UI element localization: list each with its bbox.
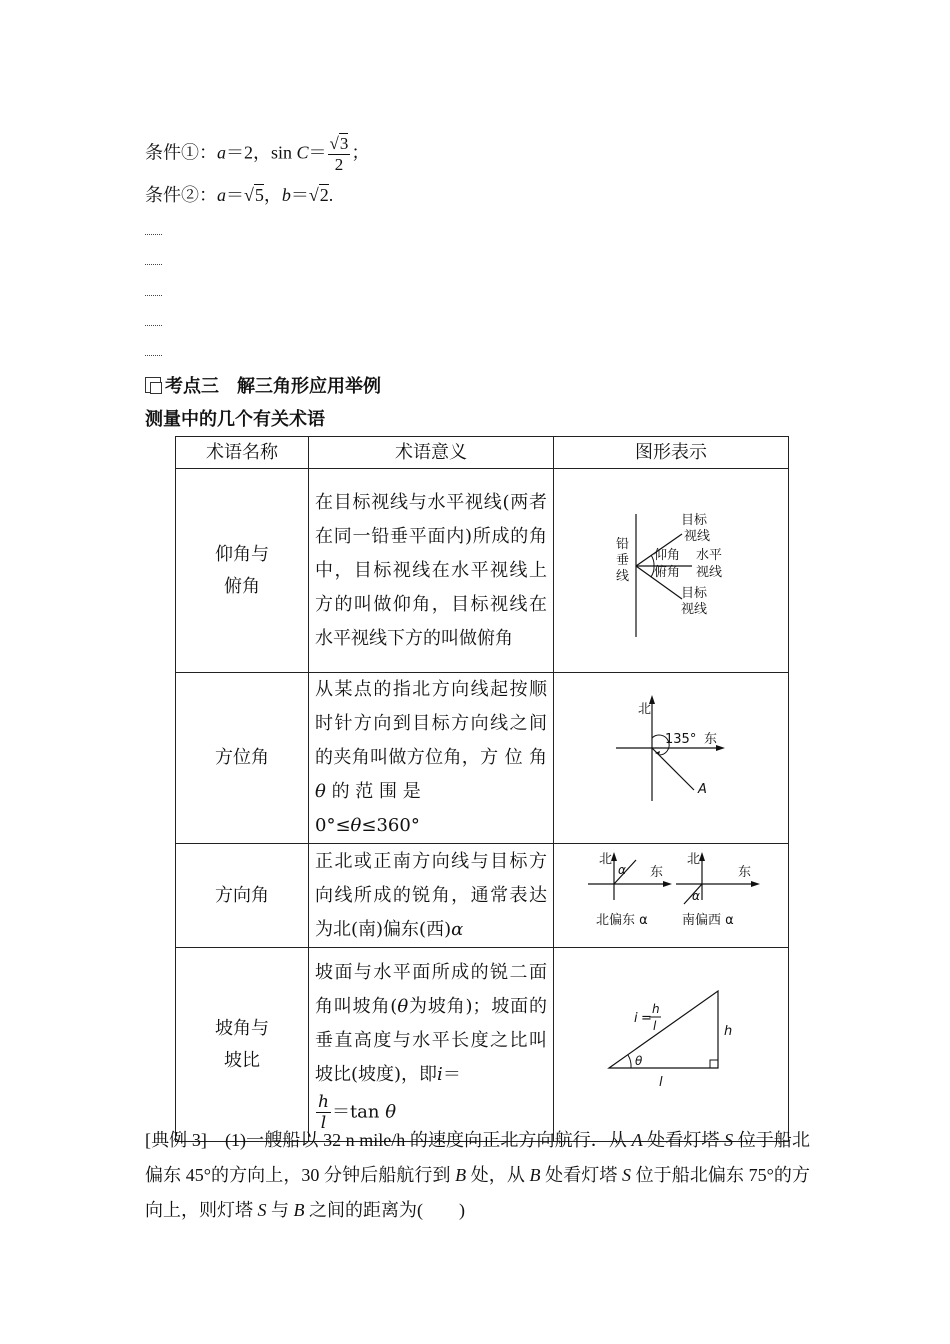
text: ，	[263, 185, 282, 205]
label: 东	[704, 732, 718, 747]
fraction: $\frac{√3}{2}$	[329, 134, 349, 174]
text: 处看灯塔	[540, 1165, 623, 1185]
figure-cell	[554, 469, 789, 673]
answer-line	[145, 355, 162, 356]
label: α	[618, 863, 626, 877]
label: 视线	[696, 565, 723, 580]
term-name: 方位角	[176, 673, 309, 844]
condition-2-label: 条件②：	[145, 185, 217, 205]
bearing-figure	[554, 673, 788, 838]
term-meaning: 在目标视线与水平视线(两者在同一铅垂平面内)所成的角中，目标视线在水平视线上方的叫做仰角，目标视线在水平视线下方的叫做俯角	[309, 469, 554, 673]
direction-angle-figure	[554, 844, 788, 942]
text: ；	[351, 142, 370, 163]
var-theta: θ	[350, 815, 362, 836]
text: 与	[266, 1200, 294, 1220]
var-b: b	[281, 185, 291, 205]
var: S	[724, 1130, 734, 1150]
section-subtitle: 测量中的几个有关术语	[145, 409, 325, 430]
label: 垂	[616, 553, 630, 568]
term-name-line: 坡角与	[215, 1017, 269, 1039]
var-theta: θ	[385, 1101, 397, 1123]
term-meaning	[309, 948, 554, 1142]
theta-arc	[628, 1055, 631, 1068]
label: l	[653, 1019, 657, 1033]
label: =	[641, 1011, 652, 1026]
caption: 北偏东 α	[596, 913, 648, 928]
label: l	[659, 1075, 663, 1090]
var-alpha: α	[451, 918, 464, 940]
text: 处看灯塔	[642, 1130, 725, 1150]
figure-cell	[554, 673, 789, 844]
var-a: a	[217, 185, 226, 205]
term-name-line: 坡比	[224, 1049, 260, 1071]
answer-line	[145, 325, 162, 326]
label: i	[634, 1011, 638, 1026]
table-row	[176, 948, 789, 1142]
term-name	[176, 469, 309, 673]
answer-line	[145, 295, 162, 296]
condition-1	[145, 134, 369, 175]
text: .	[328, 185, 334, 205]
table-row	[176, 469, 789, 673]
var-theta: θ	[397, 996, 409, 1017]
figure-cell	[554, 948, 789, 1142]
label: θ	[635, 1054, 643, 1068]
term-name-line: 仰角与	[215, 543, 269, 565]
denominator: 2	[334, 155, 344, 174]
label: 视线	[684, 529, 711, 544]
var: B	[293, 1200, 305, 1220]
label: 东	[738, 865, 752, 880]
numerator: h	[318, 1092, 329, 1112]
var: B	[529, 1165, 541, 1185]
term-name: 方向角	[176, 844, 309, 948]
condition-1-label: 条件①：	[145, 142, 217, 163]
text: ＝tan	[331, 1101, 386, 1123]
table-row	[176, 673, 789, 844]
denominator: l	[320, 1113, 327, 1133]
text: 的 范 围 是	[325, 781, 421, 802]
answer-line	[145, 264, 162, 265]
example-paragraph	[145, 1123, 810, 1228]
header-cell: 术语名称	[176, 437, 309, 469]
label: 仰角	[654, 548, 681, 563]
text: ＝	[290, 185, 309, 205]
section-title: 考点三 解三角形应用举例	[165, 376, 381, 397]
label: A	[698, 782, 707, 797]
figure-cell	[554, 844, 789, 948]
section-square-icon	[145, 377, 161, 393]
label: 北	[599, 852, 613, 867]
text: ＝2，sin	[226, 142, 297, 163]
text: (1)一艘船以 32 n mile/h 的速度向正北方向航行．从	[206, 1130, 632, 1150]
var-theta: θ	[315, 781, 326, 802]
caption: 南偏西 α	[682, 913, 734, 928]
label: h	[652, 1002, 660, 1016]
text: 0°≤	[315, 815, 351, 836]
right-angle-mark	[710, 1060, 718, 1068]
east-arrow-icon	[716, 745, 725, 751]
term-meaning	[309, 844, 554, 948]
label: 线	[616, 569, 630, 584]
slope-figure	[554, 948, 788, 1136]
text: 方 位 角	[480, 747, 547, 768]
east-arrow-icon	[751, 881, 760, 887]
label: 北	[638, 702, 652, 717]
label: 水平	[696, 548, 723, 563]
condition-2: 条件②：a＝√5，b＝√2.	[145, 185, 334, 205]
header-cell: 图形表示	[554, 437, 789, 469]
text: 位于船北偏东 45°的方向上，30 分钟后船航行到	[145, 1130, 810, 1185]
var: S	[257, 1200, 267, 1220]
term-name	[176, 948, 309, 1142]
elevation-depression-figure	[554, 469, 788, 667]
label: 视线	[681, 602, 708, 617]
text: 坡面与水平面所成的锐二面角叫坡角(	[315, 962, 547, 1017]
var: A	[631, 1130, 643, 1150]
terms-table	[175, 436, 789, 1142]
radicand: 2	[319, 185, 329, 205]
label: 东	[650, 865, 664, 880]
var-a: a	[217, 142, 226, 163]
text: 位于船北偏东 75°的方向上，则灯塔	[145, 1165, 811, 1220]
label: 目标	[681, 513, 708, 528]
radicand: 5	[254, 185, 264, 205]
answer-line	[145, 234, 162, 235]
label: α	[692, 889, 700, 903]
numerator: 3	[339, 134, 349, 153]
text: ＝	[308, 142, 327, 163]
header-cell: 术语意义	[309, 437, 554, 469]
label: 铅	[616, 537, 630, 552]
text: 处，从	[466, 1165, 530, 1185]
text: 之间的距离为( )	[304, 1200, 465, 1220]
term-name-line: 俯角	[224, 575, 260, 597]
table-row	[176, 844, 789, 948]
text: ≤360°	[361, 815, 420, 836]
section-heading	[145, 372, 381, 398]
text: ＝	[442, 1064, 461, 1085]
text: ＝	[226, 185, 244, 205]
var-i: i	[437, 1064, 443, 1085]
text: 为坡角)；坡面的垂直高度与水平长度之比叫坡比(坡度)，即	[315, 996, 547, 1085]
label: 北	[687, 852, 701, 867]
east-arrow-icon	[663, 881, 672, 887]
label: 俯角	[654, 565, 681, 580]
table-header-row	[176, 437, 789, 469]
text: 正北或正南方向线与目标方向线所成的锐角，通常表达为北(南)偏东(西)	[315, 850, 547, 940]
label: 135°	[665, 732, 697, 747]
var-c: C	[296, 142, 309, 163]
slope-triangle	[609, 991, 718, 1068]
label: h	[724, 1024, 733, 1039]
example-label: [典例 3]	[145, 1130, 207, 1150]
var: S	[622, 1165, 632, 1185]
text: 从某点的指北方向线起按顺时针方向到目标方向线之间的夹角叫做方位角，	[315, 679, 547, 768]
var: B	[455, 1165, 467, 1185]
term-meaning	[309, 673, 554, 844]
label: 目标	[681, 586, 708, 601]
